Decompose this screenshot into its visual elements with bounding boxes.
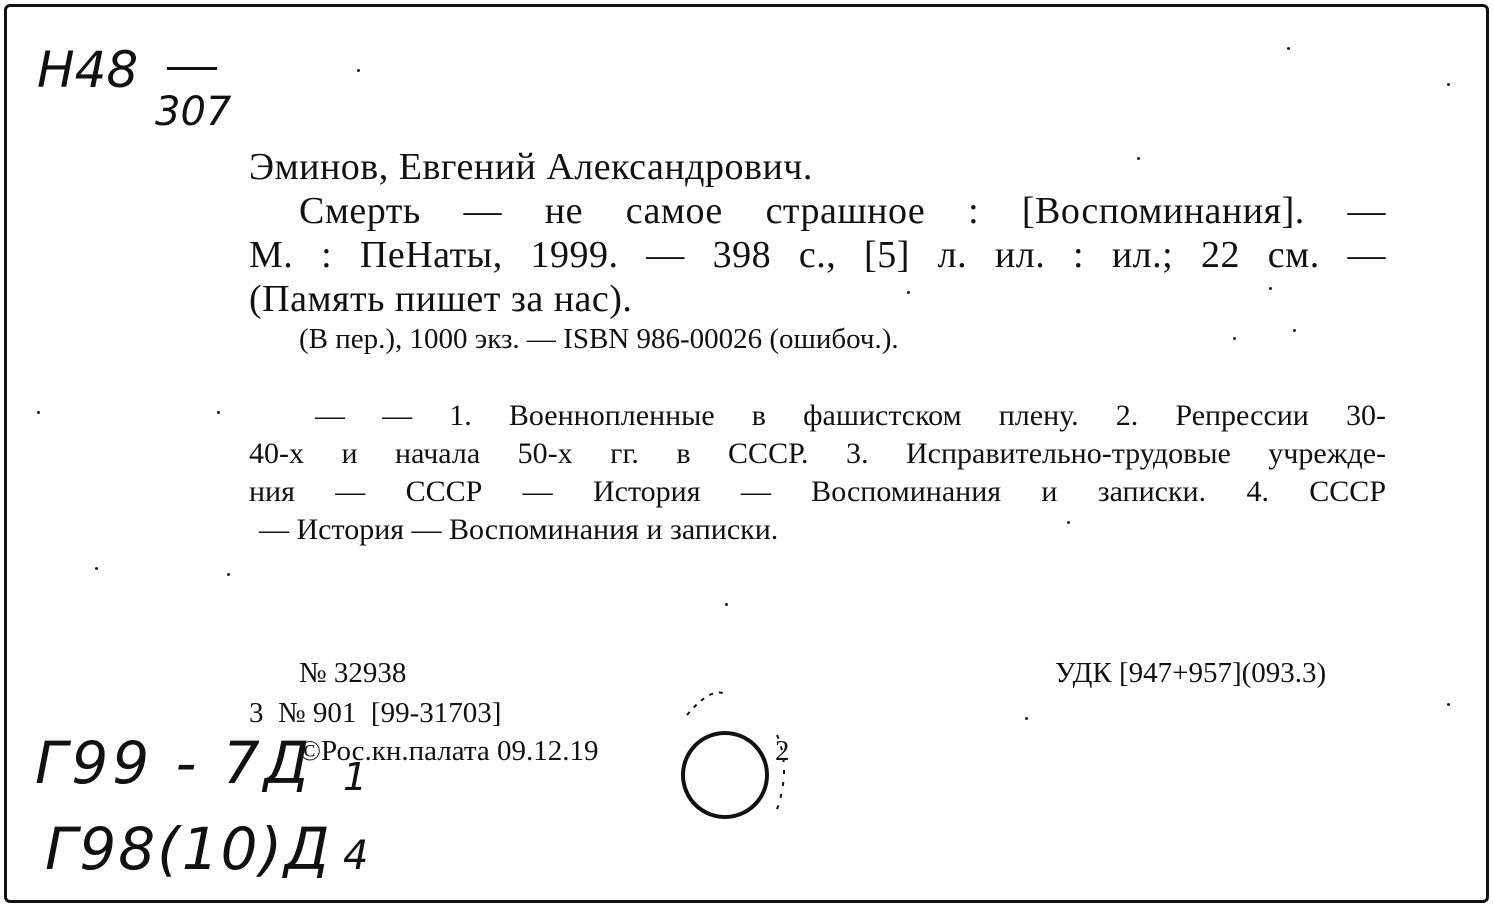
subject-line-3: ния — СССР — История — Воспоминания и записки. 4. СССР xyxy=(249,475,1386,508)
subject-line-2: 40-х и начала 50-х гг. в СССР. 3. Исправительно-трудовые учрежде- xyxy=(249,437,1386,470)
shelfmark-sub: 307 xyxy=(155,89,232,135)
speck xyxy=(725,603,728,606)
speck xyxy=(907,291,910,294)
speck xyxy=(227,573,230,576)
handwritten-line-2-tail xyxy=(343,833,368,879)
copyright-tail: 2 xyxy=(775,735,790,767)
speck xyxy=(1233,337,1236,340)
speck xyxy=(1269,287,1272,290)
udk-code: УДК [947+957](093.3) xyxy=(1055,657,1327,689)
title-line-2: М. : ПеНаты, 1999. — 398 с., [5] л. ил. : ил.; 22 см. — xyxy=(249,234,1386,276)
speck xyxy=(1137,157,1140,160)
title-line-3: (Память пишет за нас). xyxy=(249,278,633,320)
speck xyxy=(1447,703,1450,706)
card-number: № 32938 xyxy=(299,657,407,689)
copyright-line: ©Рос.кн.палата 09.12.19 xyxy=(299,735,599,767)
speck xyxy=(217,411,220,414)
speck xyxy=(357,69,360,72)
speck xyxy=(1067,521,1070,524)
handwritten-line-2 xyxy=(45,815,332,883)
subject-line-4: — История — Воспоминания и записки. xyxy=(259,513,779,546)
author-heading: Эминов, Евгений Александрович. xyxy=(249,146,813,188)
speck xyxy=(1447,83,1450,86)
shelfmark-top: Н48 xyxy=(37,41,139,99)
title-line-1: Смерть — не самое страшное : [Воспоминания]. — xyxy=(299,190,1386,232)
speck xyxy=(1025,717,1028,720)
shelfmark-fraction-line xyxy=(167,67,217,70)
subject-line-1: — — 1. Военнопленные в фашистском плену. 2. Репрессии 30- xyxy=(315,399,1386,432)
speck xyxy=(37,411,40,414)
stamp-circle-icon xyxy=(657,675,817,835)
handwritten-line-1-tail-text: 1 xyxy=(343,755,368,799)
binding-isbn-line: (В пер.), 1000 экз. — ISBN 986-00026 (ошибоч.). xyxy=(299,323,899,355)
handwritten-shelfmark xyxy=(37,41,138,99)
handwritten-line-2-tail-text: 4 xyxy=(343,833,369,879)
handwritten-line-1-tail xyxy=(343,755,367,799)
handwritten-line-1 xyxy=(35,729,313,797)
handwritten-shelfmark-sub xyxy=(155,89,231,135)
handwritten-line-2-text: Г98(10)Д xyxy=(45,815,332,883)
speck xyxy=(1287,47,1290,50)
registry-line: 3 № 901 [99-31703] xyxy=(249,697,502,729)
catalog-card xyxy=(4,4,1489,903)
handwritten-line-1-text: Г99 - 7Д xyxy=(35,729,314,797)
speck xyxy=(95,567,98,570)
speck xyxy=(1293,329,1296,332)
